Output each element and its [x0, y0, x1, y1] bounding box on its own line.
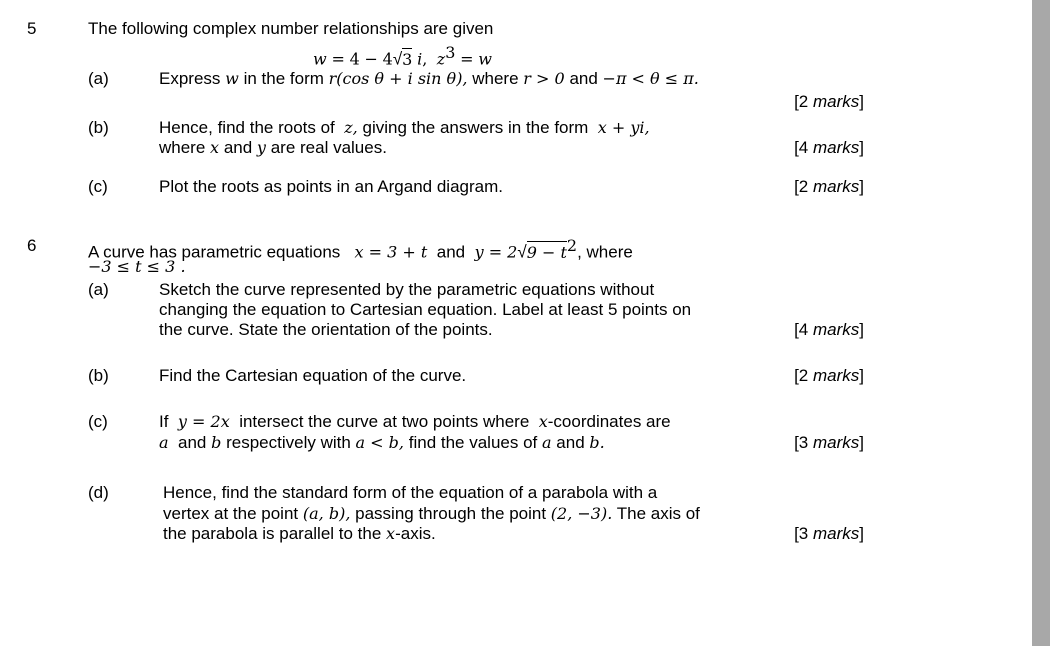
q6a-line2: changing the equation to Cartesian equation. Label at least 5 points on: [159, 300, 692, 319]
q5b-line2: where x and y are real values.: [159, 138, 387, 157]
q5b-line1: Hence, find the roots of z, giving the answers in the form x + yi,: [159, 118, 650, 137]
q6d-label: (d): [88, 483, 109, 502]
q6a-label: (a): [88, 280, 109, 299]
q6-line1: A curve has parametric equations x = 3 + t and $y = 2√9 - t^2$, where: [88, 236, 633, 262]
q6c-marks: [3 marks]: [794, 433, 864, 452]
q5b-marks: [4 marks]: [794, 138, 864, 157]
q5-equation: w = 4 − 4√3 i, $z^3 = w$: [313, 43, 492, 69]
q6b-label: (b): [88, 366, 109, 385]
q6a-line3: the curve. State the orientation of the points.: [159, 320, 493, 339]
q6d-marks: [3 marks]: [794, 524, 864, 543]
q6-range: −3 ≤ t ≤ 3 .: [88, 257, 186, 276]
q5a-marks: [2 marks]: [794, 92, 864, 111]
q5b-label: (b): [88, 118, 109, 137]
q6c-line1: If y = 2x intersect the curve at two points where x-coordinates are: [159, 412, 671, 431]
question-number-5: 5: [27, 19, 37, 38]
q5c-marks: [2 marks]: [794, 177, 864, 196]
q6d-line1: Hence, find the standard form of the equation of a parabola with a: [163, 483, 658, 502]
q6b-text: Find the Cartesian equation of the curve.: [159, 366, 467, 385]
q6a-marks: [4 marks]: [794, 320, 864, 339]
question-number-6: 6: [27, 236, 37, 255]
q5a-text: Express w in the form r(cos θ + i sin θ), where r > 0 and −π < θ ≤ π.: [159, 69, 699, 88]
q5c-text: Plot the roots as points in an Argand diagram.: [159, 177, 503, 196]
q5a-label: (a): [88, 69, 109, 88]
q6d-line2: vertex at the point (a, b), passing through the point (2, −3). The axis of: [163, 504, 700, 523]
q6d-line3: the parabola is parallel to the x-axis.: [163, 524, 436, 543]
q5c-label: (c): [88, 177, 108, 196]
q6c-label: (c): [88, 412, 108, 431]
vertical-scrollbar[interactable]: [1032, 0, 1050, 646]
q6b-marks: [2 marks]: [794, 366, 864, 385]
q6c-line2: a and b respectively with a < b, find the values of a and b.: [159, 433, 605, 452]
q6a-line1: Sketch the curve represented by the parametric equations without: [159, 280, 655, 299]
q5-intro: The following complex number relationships are given: [88, 19, 494, 38]
